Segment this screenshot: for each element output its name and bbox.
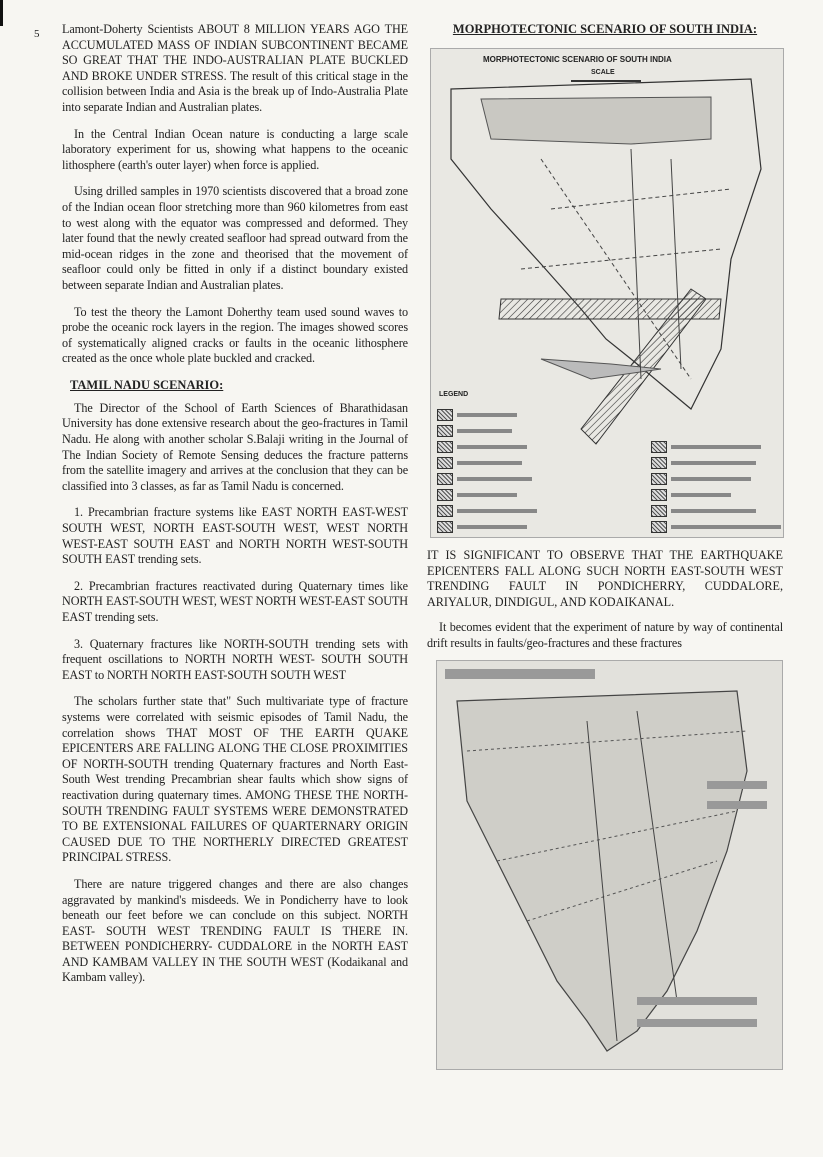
left-column (62, 22, 408, 997)
paragraph-pondicherry: There are nature triggered changes and there are also changes aggravated by mankind's misdeeds. We in Pondicherry have to look beneath our feet before we can conclude on this subject. NORTH EAST- SOUTH WEST TRENDING FAULT IS THERE IN. BETWEEN PONDICHERRY- CUDDALORE in the NORTH EAST AND KAMBAM VALLEY IN THE SOUTH WEST (Kodaikanal and Kambam valley). (62, 876, 408, 985)
map-legend-title: LEGEND (439, 391, 469, 398)
fault-map-drawing (437, 661, 782, 1069)
list-item-quaternary: 3. Quaternary fractures like NORTH-SOUTH trending sets with frequent oscillations to NORTH NORTH WEST- SOUTH SOUTH EAST to NORTH NORTH EAST-SOUTH SOUTH WEST (62, 636, 408, 682)
paragraph-director: The Director of the School of Earth Sciences of Bharathidasan University has done extensive research about the geo-fractures in Tamil Nadu. He along with another scholar S.Balaji writing in the Journal of The Indian Society of Remote Sensing deduces the fracture patterns from the satellite imagery and arrives at the conclusion that they can be classified into 3 classes, as far as Tamil Nadu is concerned. (62, 400, 408, 493)
paragraph-drilled-samples: Using drilled samples in 1970 scientists discovered that a broad zone of the Indian ocean floor stretching more than 960 kilometres from east to west along with the equator was compressed and deformed. They later found that the newly created seafloor had spread outward from the mid-ocean ridges in the zone and theorised that the movement of seafloor could only be fitted in only if a distinct boundary existed between separate Indian and Australian plates. (62, 184, 408, 292)
paragraph-ocean-experiment: In the Central Indian Ocean nature is conducting a large scale laboratory experiment for us, showing what happens to the oceanic lithosphere (earth's outer layer) when force is applied. (62, 126, 408, 172)
paragraph-lamont: Lamont-Doherty Scientists ABOUT 8 MILLION YEARS AGO THE ACCUMULATED MASS OF INDIAN SUBCONTINENT BECAME SO GREAT THAT THE INDO-AUSTRALIAN PLATE BUCKLED AND BROKE UNDER STRESS. The result of this critical stage in the collision between India and Asia is the break up of Indo-Australia Plate into separate Indian and Australian plates. (62, 22, 408, 114)
page-mark: 5 (34, 28, 40, 40)
map-scale-label: SCALE (591, 69, 615, 76)
paragraph-scholars: The scholars further state that" Such multivariate type of fracture systems were correlated with seismic episodes of Tamil Nadu, the correlation shows THAT MOST OF THE EARTH QUAKE EPICENTERS ARE FALLING ALONG THE CLOSE PROXIMITIES OF NORTH-SOUTH trending Quaternary fractures and North East-South West trending Precambrian shear faults which show signs of reactivation during quaternary times. AMONG THESE THE NORTH-SOUTH TRENDING FAULT SYSTEMS WERE DEMONSTRATED TO BE EXTENSIONAL FAILURES OF QUARTERNARY ORIGIN CAUSED DUE TO THE NORTHERLY DIRECTED GREATEST PRINCIPAL STRESS. (62, 694, 408, 865)
right-column-text (427, 548, 783, 662)
paragraph-continental-drift: It becomes evident that the experiment of nature by way of continental drift results in faults/geo-fractures and these fractures (427, 620, 783, 650)
map-title: MORPHOTECTONIC SCENARIO OF SOUTH INDIA (483, 55, 672, 64)
map-caption-epicenters: IT IS SIGNIFICANT TO OBSERVE THAT THE EARTHQUAKE EPICENTERS FALL ALONG SUCH NORTH EAST-SOUTH WEST TRENDING FAULT IN PONDICHERRY, CUDDALORE, ARIYALUR, DINDIGUL, AND KODAIKANAL. (427, 548, 783, 609)
section-heading-morphotectonic: MORPHOTECTONIC SCENARIO OF SOUTH INDIA: (452, 22, 758, 36)
tamil-nadu-fault-map (436, 660, 783, 1070)
paragraph-sound-waves: To test the theory the Lamont Doherthy team used sound waves to probe the oceanic rock layers in the region. The images showed scores of systematically aligned cracks or faults in the oceanic lithosphere created as the once whole plate buckled and cracked. (62, 304, 408, 366)
list-item-reactivated: 2. Precambrian fractures reactivated during Quaternary times like NORTH EAST-SOUTH WEST, WEST NORTH WEST-EAST SOUTH EAST trending sets. (62, 578, 408, 624)
morphotectonic-map (430, 48, 784, 538)
list-item-precambrian: 1. Precambrian fracture systems like EAST NORTH EAST-WEST SOUTH WEST, NORTH EAST-SOUTH WEST, WEST NORTH WEST-EAST SOUTH EAST and NORTH NORTH WEST-SOUTH SOUTH EAST trending sets. (62, 505, 408, 567)
right-column (427, 22, 783, 43)
page-corner-mark (0, 0, 11, 26)
section-heading-tamil-nadu: TAMIL NADU SCENARIO: (70, 377, 224, 392)
